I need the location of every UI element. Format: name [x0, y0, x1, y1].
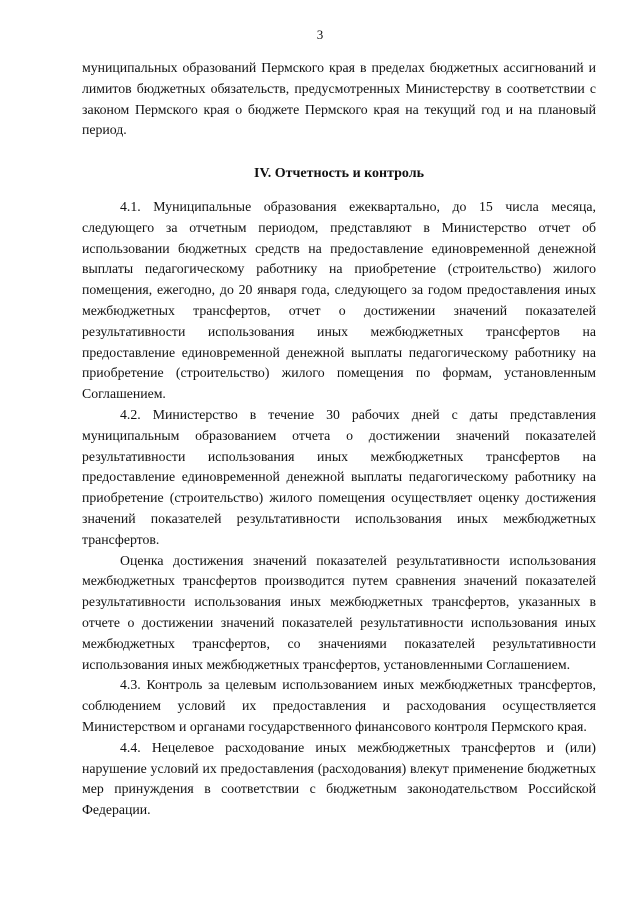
paragraph-4-4: 4.4. Нецелевое расходование иных межбюджетных трансфертов и (или) нарушение условий их предоставления (расходования) влекут применение бюджетных мер принуждения в соответствии с бюджетным законодательством Российской Федерации.	[82, 739, 596, 818]
paragraph-4-2: 4.2. Министерство в течение 30 рабочих дней с даты представления муниципальным образованием отчета о достижении значений показателей результативности использования иных межбюджетных трансфертов на предоставление единовременной денежной выплаты педагогическому работнику на приобретение (строительство) жилого помещения осуществляет оценку достижения значений показателей результативности использования иных межбюджетных трансфертов.	[82, 406, 596, 547]
page-number: 3	[316, 27, 324, 42]
continuation-paragraph: муниципальных образований Пермского края в пределах бюджетных ассигнований и лимитов бюджетных обязательств, предусмотренных Министерству в соответствии с законом Пермского края о бюджете Пермского края на текущий год и на плановый период.	[82, 60, 596, 138]
paragraph-assessment: Оценка достижения значений показателей результативности использования межбюджетных трансфертов производится путем сравнения значений показателей результативности использования иных межбюджетных трансфертов, указанных в отчете о достижении значений показателей результативности использования иных межбюджетных трансфертов, со значениями показателей результативности использования иных межбюджетных трансфертов, установленными Соглашением.	[82, 552, 596, 672]
paragraph-4-1: 4.1. Муниципальные образования ежеквартально, до 15 числа месяца, следующего за отчетным периодом, представляют в Министерство отчет об использовании бюджетных средств на предоставление единовременной денежной выплаты педагогическому работнику на приобретение (строительство) жилого помещения, ежегодно, до 20 января года, следующего за годом предоставления иных межбюджетных трансфертов, отчет о достижении значений показателей результативности использования иных межбюджетных трансфертов на предоставление единовременной денежной выплаты педагогическому работнику на приобретение (строительство) жилого помещения по формам, установленным Соглашением.	[82, 198, 596, 402]
section-heading: IV. Отчетность и контроль	[254, 166, 424, 182]
paragraph-4-3: 4.3. Контроль за целевым использованием иных межбюджетных трансфертов, соблюдением условий их предоставления и расходования осуществляется Министерством и органами государственного финансового контроля Пермского края.	[82, 677, 596, 734]
document-body	[82, 58, 596, 821]
